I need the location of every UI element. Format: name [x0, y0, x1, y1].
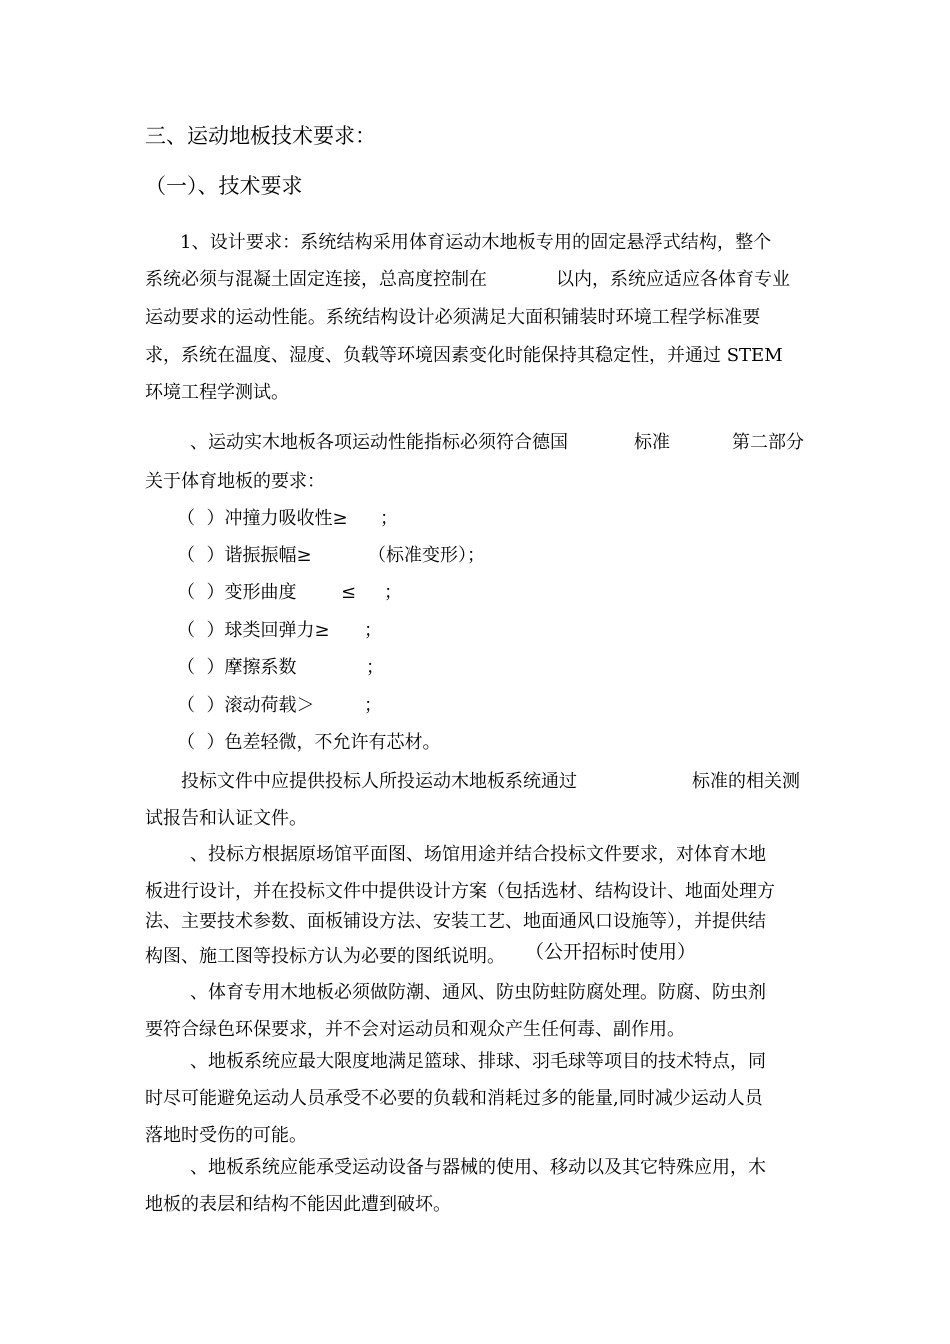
list-item-text: ≤ [341, 582, 357, 603]
paragraph-line: 系统必须与混凝土固定连接，总高度控制在 [145, 269, 487, 290]
paragraph-line: 1、设计要求：系统结构采用体育运动木地板专用的固定悬浮式结构，整个 [180, 232, 772, 253]
paragraph-line: 落地时受伤的可能。 [145, 1125, 307, 1146]
section-title: 三、运动地板技术要求： [145, 124, 376, 148]
list-item-text: ； [380, 508, 398, 529]
paragraph-line: 标准的相关测 [692, 771, 800, 792]
paragraph-line: 板进行设计，并在投标文件中提供设计方案（包括选材、结构设计、地面处理方 [145, 881, 775, 902]
paragraph-line: 第二部分 [732, 432, 804, 453]
list-item-text: （ ）色差轻微，不允许有芯材。 [177, 732, 441, 753]
list-item-text: ； [364, 620, 382, 641]
list-item-text: ； [366, 657, 384, 678]
paragraph-line: 环境工程学测试。 [145, 382, 289, 403]
paragraph-line: 要符合绿色环保要求，并不会对运动员和观众产生任何毒、副作用。 [145, 1019, 685, 1040]
list-item-text: （ ）滚动荷载＞ [177, 695, 315, 716]
paragraph-line: 地板的表层和结构不能因此遭到破坏。 [145, 1194, 451, 1215]
usage-note: （公开招标时使用） [525, 941, 697, 963]
paragraph-line: 法、主要技术参数、面板铺设方法、安装工艺、地面通风口设施等），并提供结 [145, 911, 766, 932]
paragraph-line: 试报告和认证文件。 [145, 808, 307, 829]
list-item-text: （ ）摩擦系数 [177, 657, 297, 678]
paragraph-line: 、体育专用木地板必须做防潮、通风、防虫防蛀防腐处理。防腐、防虫剂 [190, 982, 766, 1003]
paragraph-line: 投标文件中应提供投标人所投运动木地板系统通过 [181, 771, 577, 792]
list-item-text: （ ）变形曲度 [177, 582, 297, 603]
paragraph-line: 、地板系统应能承受运动设备与器械的使用、移动以及其它特殊应用，木 [190, 1157, 766, 1178]
paragraph-line: 运动要求的运动性能。系统结构设计必须满足大面积铺装时环境工程学标准要 [145, 307, 761, 328]
paragraph-line: 、地板系统应最大限度地满足篮球、排球、羽毛球等项目的技术特点，同 [190, 1051, 766, 1072]
paragraph-line: 时尽可能避免运动人员承受不必要的负载和消耗过多的能量,同时减少运动人员 [145, 1088, 763, 1109]
paragraph-line: 标准 [634, 432, 670, 453]
subsection-title: （一）、技术要求 [145, 174, 303, 198]
paragraph-line: 关于体育地板的要求： [145, 471, 325, 492]
list-item-text: ； [384, 582, 402, 603]
paragraph-line: 以内，系统应适应各体育专业 [556, 269, 790, 290]
list-item-text: ； [364, 695, 382, 716]
list-item-text: （ ）冲撞力吸收性≥ [177, 508, 348, 529]
list-item-text: （ ）谐振振幅≥ [177, 545, 312, 566]
paragraph-line: 求，系统在温度、湿度、负载等环境因素变化时能保持其稳定性，并通过 STEM [145, 345, 783, 366]
paragraph-line: 构图、施工图等投标方认为必要的图纸说明。 [145, 946, 505, 967]
paragraph-line: 、运动实木地板各项运动性能指标必须符合德国 [190, 432, 568, 453]
list-item-text: （标准变形）； [368, 545, 485, 566]
list-item-text: （ ）球类回弹力≥ [177, 620, 330, 641]
paragraph-line: 、投标方根据原场馆平面图、场馆用途并结合投标文件要求，对体育木地 [190, 844, 766, 865]
